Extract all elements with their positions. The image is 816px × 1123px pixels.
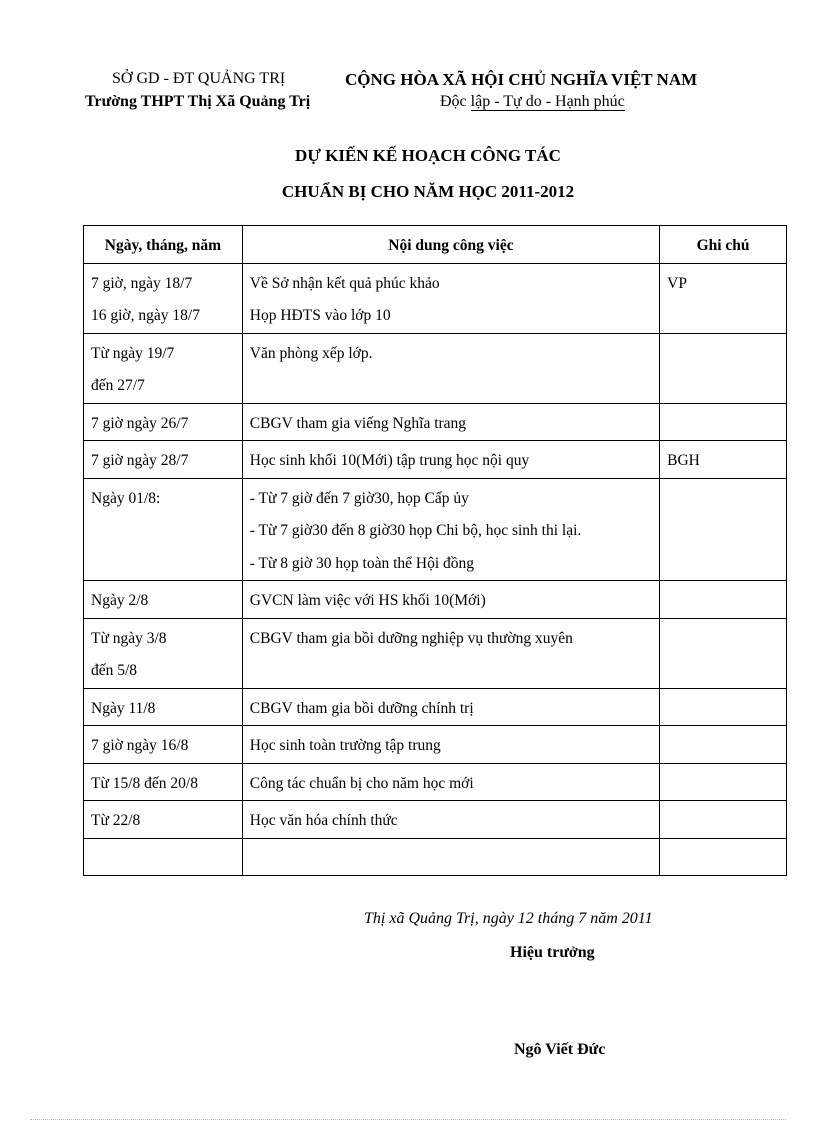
- cell-note: [660, 403, 787, 441]
- cell-content-line: Họp HĐTS vào lớp 10: [249, 307, 391, 324]
- cell-note-line: [667, 693, 779, 726]
- cell-content-line: - Từ 8 giờ 30 họp toàn thể Hội đồng: [249, 554, 475, 572]
- cell-content: [242, 263, 659, 333]
- cell-note-line: BGH: [667, 452, 700, 469]
- cell-date: [84, 688, 243, 726]
- cell-content-line: Học sinh toàn trường tập trung: [249, 737, 441, 754]
- cell-date: [84, 726, 243, 764]
- cell-content: [242, 688, 659, 726]
- cell-note: [660, 763, 787, 801]
- cell-content-line: CBGV tham gia viếng Nghĩa trang: [249, 414, 467, 432]
- cell-date: [84, 403, 243, 441]
- cell-date-line: 7 giờ ngày 16/8: [91, 737, 189, 754]
- cell-content: [242, 763, 659, 801]
- motto-prefix: Độc: [440, 93, 471, 110]
- cell-content-line: Văn phòng xếp lớp.: [249, 344, 373, 362]
- header-right-line2: [440, 93, 625, 111]
- cell-content: [242, 478, 659, 581]
- table-row: [84, 688, 787, 726]
- cell-content-line: Học sinh khối 10(Mới) tập trung học nội quy: [249, 452, 530, 469]
- cell-note: [660, 726, 787, 764]
- cell-content: [242, 726, 659, 764]
- plan-table: [83, 225, 787, 876]
- cell-note-line: [667, 805, 779, 838]
- cell-content-line: - Từ 7 giờ đến 7 giờ30, họp Cấp ủy: [249, 489, 469, 507]
- cell-date: [84, 763, 243, 801]
- cell-date: [84, 801, 243, 839]
- table-row: [84, 618, 787, 688]
- cell-content: [242, 333, 659, 403]
- cell-date-line: đến 27/7: [91, 377, 145, 394]
- cell-note: [660, 581, 787, 619]
- header-note: Ghi chú: [660, 226, 787, 264]
- cell-date-line: 7 giờ ngày 28/7: [91, 452, 189, 469]
- header-left-line1: SỞ GD - ĐT QUẢNG TRỊ: [112, 70, 286, 87]
- cell-date-line: [91, 843, 235, 876]
- cell-content: [242, 618, 659, 688]
- cell-content: [242, 838, 659, 876]
- cell-date-line: Ngày 2/8: [91, 592, 149, 609]
- document-title-line1: DỰ KIẾN KẾ HOẠCH CÔNG TÁC: [295, 146, 561, 165]
- table-body: [84, 263, 787, 876]
- cell-date: [84, 263, 243, 333]
- cell-date: [84, 838, 243, 876]
- motto-underlined: lập - Tự do - Hạnh phúc: [470, 93, 625, 110]
- cell-note-line: [667, 585, 779, 618]
- cell-content-line: GVCN làm việc với HS khối 10(Mới): [249, 592, 486, 609]
- header-content: Nội dung công việc: [242, 226, 659, 264]
- cell-date-line: Từ 22/8: [91, 812, 141, 829]
- cell-content-line: [250, 843, 652, 876]
- cell-date-line: đến 5/8: [91, 662, 138, 679]
- table-row: [84, 801, 787, 839]
- cell-note-line: [667, 408, 779, 441]
- footer-place-date: Thị xã Quảng Trị, ngày 12 tháng 7 năm 2011: [364, 910, 653, 927]
- footer-signer-name: Ngô Viết Đức: [514, 1041, 606, 1058]
- header-left-line2: Trường THPT Thị Xã Quảng Trị: [85, 93, 311, 110]
- cell-note-line: [667, 843, 779, 876]
- cell-date: [84, 441, 243, 479]
- cell-note: [660, 263, 787, 333]
- cell-content-line: - Từ 7 giờ30 đến 8 giờ30 họp Chi bộ, học sinh thi lại.: [249, 522, 582, 539]
- cell-content-line: Về Sở nhận kết quả phúc khảo: [249, 274, 440, 292]
- cell-note-line: [667, 483, 779, 516]
- cell-content: [242, 801, 659, 839]
- table-row: [84, 263, 787, 333]
- cell-date-line: Từ ngày 3/8: [91, 629, 167, 647]
- cell-date-line: 7 giờ, ngày 18/7: [91, 274, 193, 292]
- table-row: [84, 581, 787, 619]
- cell-date: [84, 333, 243, 403]
- cell-content-line: CBGV tham gia bồi dưỡng chính trị: [249, 699, 474, 717]
- cell-note: [660, 333, 787, 403]
- page-bottom-rule: [30, 1119, 786, 1120]
- cell-date-line: 16 giờ, ngày 18/7: [91, 307, 200, 324]
- cell-note: [660, 478, 787, 581]
- cell-note-line: VP: [667, 274, 687, 292]
- cell-date-line: Ngày 01/8:: [91, 489, 161, 507]
- cell-note: [660, 688, 787, 726]
- cell-note: [660, 618, 787, 688]
- cell-note-line: [667, 730, 779, 763]
- cell-content: [242, 581, 659, 619]
- cell-date-line: Từ 15/8 đến 20/8: [91, 774, 198, 792]
- table-row: [84, 726, 787, 764]
- table-header-row: [84, 226, 787, 264]
- table-row: [84, 838, 787, 876]
- cell-note-line: [667, 768, 779, 801]
- cell-date: [84, 581, 243, 619]
- cell-date-line: Từ ngày 19/7: [91, 344, 175, 362]
- cell-note-line: [667, 338, 779, 371]
- cell-note: [660, 441, 787, 479]
- document-title-line2: CHUẨN BỊ CHO NĂM HỌC 2011-2012: [281, 182, 575, 201]
- table-row: [84, 441, 787, 479]
- header-date: Ngày, tháng, năm: [84, 226, 243, 264]
- table-row: [84, 333, 787, 403]
- table-row: [84, 403, 787, 441]
- footer-role: Hiệu trưởng: [510, 944, 595, 961]
- cell-content-line: Học văn hóa chính thức: [249, 812, 398, 829]
- cell-content-line: CBGV tham gia bồi dưỡng nghiệp vụ thường xuyên: [249, 629, 573, 647]
- cell-note: [660, 801, 787, 839]
- cell-date-line: 7 giờ ngày 26/7: [91, 414, 189, 432]
- cell-date-line: Ngày 11/8: [91, 699, 156, 717]
- cell-note-line: [667, 623, 779, 656]
- cell-content-line: Công tác chuẩn bị cho năm học mới: [249, 774, 474, 792]
- cell-content: [242, 441, 659, 479]
- table-row: [84, 478, 787, 581]
- cell-date: [84, 618, 243, 688]
- table-row: [84, 763, 787, 801]
- cell-content: [242, 403, 659, 441]
- cell-note: [660, 838, 787, 876]
- cell-date: [84, 478, 243, 581]
- header-right-line1: CỘNG HÒA XÃ HỘI CHỦ NGHĨA VIỆT NAM: [345, 70, 698, 89]
